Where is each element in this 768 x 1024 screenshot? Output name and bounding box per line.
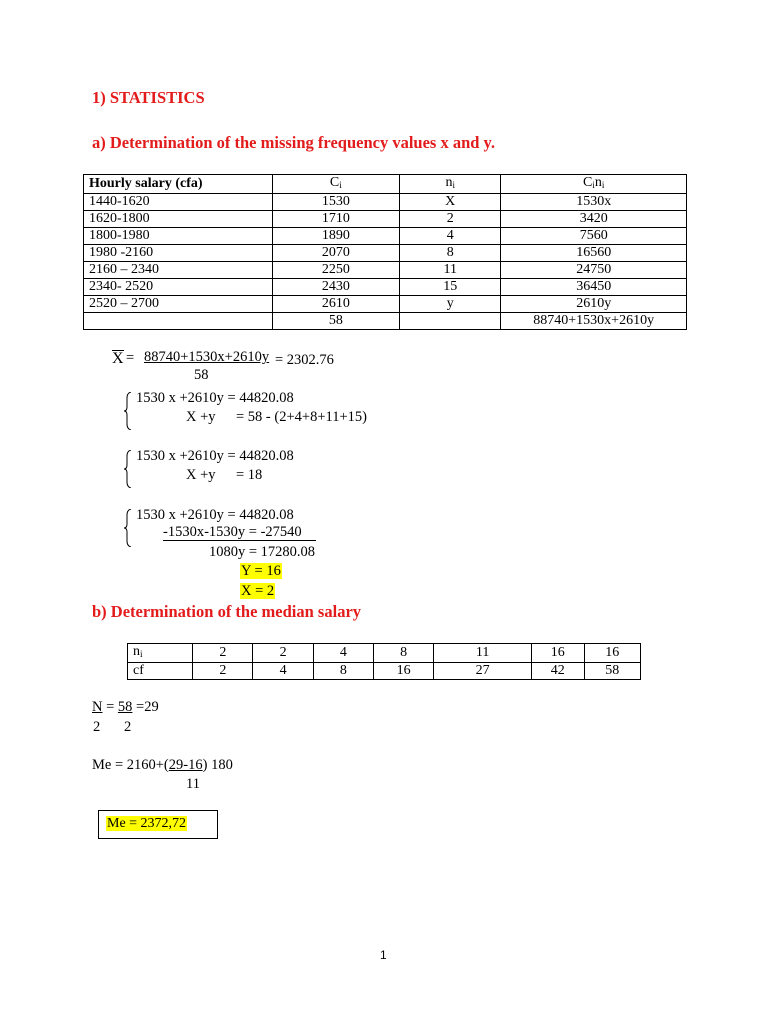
total-empty bbox=[400, 313, 501, 330]
total-product: 88740+1530x+2610y bbox=[501, 313, 687, 330]
left-brace-icon bbox=[124, 509, 132, 547]
header-hourly-salary: Hourly salary (cfa) bbox=[84, 175, 273, 194]
cumulative-cell: 27 bbox=[434, 663, 532, 680]
class-center: 2430 bbox=[272, 279, 399, 296]
median-formula bbox=[92, 757, 233, 774]
header-cini-sub2: i bbox=[601, 180, 605, 190]
header-ni-sub: i bbox=[452, 180, 455, 190]
table-row bbox=[84, 228, 687, 245]
n-half-eq: = bbox=[102, 699, 118, 715]
header-ci bbox=[272, 175, 399, 194]
product: 24750 bbox=[501, 262, 687, 279]
result-x: X = 2 bbox=[241, 583, 275, 599]
salary-class: 1800-1980 bbox=[84, 228, 273, 245]
class-center: 2610 bbox=[272, 296, 399, 313]
row-label-n: n bbox=[133, 644, 140, 659]
table-row bbox=[84, 279, 687, 296]
table-row bbox=[128, 644, 641, 663]
frequency: y bbox=[400, 296, 501, 313]
salary-class: 2520 – 2700 bbox=[84, 296, 273, 313]
mean-numerator: 88740+1530x+2610y bbox=[144, 349, 270, 365]
system1-line1: 1530 x +2610y = 44820.08 bbox=[136, 390, 294, 406]
page-title: 1) STATISTICS bbox=[92, 88, 205, 107]
salary-class: 1980 -2160 bbox=[84, 245, 273, 262]
mean-symbol: X bbox=[112, 350, 124, 367]
table-row bbox=[84, 262, 687, 279]
frequency: 2 bbox=[400, 211, 501, 228]
n-half-num: 58 bbox=[117, 699, 133, 715]
product: 2610y bbox=[501, 296, 687, 313]
class-center: 1710 bbox=[272, 211, 399, 228]
cumulative-frequency-table bbox=[127, 643, 641, 680]
class-center: 1530 bbox=[272, 194, 399, 211]
frequency-cell: 16 bbox=[532, 644, 584, 663]
median-suffix: ) 180 bbox=[202, 757, 233, 773]
frequency: 15 bbox=[400, 279, 501, 296]
system1-line2-lhs: X +y bbox=[186, 409, 216, 425]
n-half-line bbox=[92, 699, 159, 716]
product: 7560 bbox=[501, 228, 687, 245]
row-label-sub: i bbox=[140, 649, 143, 659]
salary-class: 2160 – 2340 bbox=[84, 262, 273, 279]
frequency-table bbox=[83, 174, 687, 330]
total-label bbox=[84, 313, 273, 330]
class-center: 2070 bbox=[272, 245, 399, 262]
system3-line2: -1530x-1530y = -27540 bbox=[163, 525, 316, 541]
mean-result: = 2302.76 bbox=[275, 352, 334, 368]
salary-class: 1440-1620 bbox=[84, 194, 273, 211]
table-row bbox=[84, 211, 687, 228]
header-ni-label: n bbox=[445, 175, 453, 190]
section-a-heading: a) Determination of the missing frequency values x and y. bbox=[92, 133, 496, 152]
system2-line2-rhs: = 18 bbox=[236, 467, 263, 483]
n-half-den1: 2 bbox=[93, 719, 101, 735]
header-ni bbox=[400, 175, 501, 194]
mean-equals: = bbox=[126, 350, 135, 366]
product: 36450 bbox=[501, 279, 687, 296]
frequency-cell: 2 bbox=[253, 644, 313, 663]
system3-line1: 1530 x +2610y = 44820.08 bbox=[136, 507, 294, 523]
n-half-den2: 2 bbox=[124, 719, 132, 735]
result-y: Y = 16 bbox=[241, 563, 281, 579]
header-cini bbox=[501, 175, 687, 194]
total-frequency: 58 bbox=[272, 313, 399, 330]
frequency: 8 bbox=[400, 245, 501, 262]
n-half-res: =29 bbox=[132, 699, 159, 715]
frequency-cell: 16 bbox=[584, 644, 641, 663]
table-row bbox=[84, 296, 687, 313]
frequency: 4 bbox=[400, 228, 501, 245]
left-brace-icon bbox=[124, 450, 132, 488]
table-row bbox=[128, 663, 641, 680]
cumulative-cell: 16 bbox=[373, 663, 433, 680]
salary-class: 1620-1800 bbox=[84, 211, 273, 228]
table-header-row bbox=[84, 175, 687, 194]
header-cini-c: C bbox=[583, 175, 593, 190]
median-denominator: 11 bbox=[186, 776, 200, 792]
header-cini-sub1: i bbox=[592, 180, 595, 190]
frequency-cell: 8 bbox=[373, 644, 433, 663]
median-result: Me = 2372,72 bbox=[107, 816, 187, 831]
system3-line3: 1080y = 17280.08 bbox=[209, 544, 316, 560]
header-ci-sub: i bbox=[339, 180, 342, 190]
frequency: 11 bbox=[400, 262, 501, 279]
frequency: X bbox=[400, 194, 501, 211]
frequency-cell: 11 bbox=[434, 644, 532, 663]
row-label-cf: cf bbox=[128, 663, 193, 680]
product: 1530x bbox=[501, 194, 687, 211]
table-row bbox=[84, 245, 687, 262]
cumulative-cell: 2 bbox=[193, 663, 253, 680]
median-paren: 29-16 bbox=[168, 757, 203, 773]
cumulative-cell: 58 bbox=[584, 663, 641, 680]
cumulative-cell: 42 bbox=[532, 663, 584, 680]
mean-denominator: 58 bbox=[194, 367, 209, 383]
median-prefix: Me = 2160+( bbox=[92, 757, 169, 773]
section-b-heading: b) Determination of the median salary bbox=[92, 602, 362, 621]
product: 3420 bbox=[501, 211, 687, 228]
class-center: 1890 bbox=[272, 228, 399, 245]
frequency-cell: 4 bbox=[313, 644, 373, 663]
salary-class: 2340- 2520 bbox=[84, 279, 273, 296]
header-ci-label: C bbox=[329, 175, 340, 190]
cumulative-cell: 4 bbox=[253, 663, 313, 680]
left-brace-icon bbox=[124, 392, 132, 430]
page-number: 1 bbox=[380, 948, 387, 962]
class-center: 2250 bbox=[272, 262, 399, 279]
table-total-row bbox=[84, 313, 687, 330]
product: 16560 bbox=[501, 245, 687, 262]
system2-line2-lhs: X +y bbox=[186, 467, 216, 483]
cumulative-cell: 8 bbox=[313, 663, 373, 680]
row-label-ni bbox=[128, 644, 193, 663]
median-result-box bbox=[98, 810, 218, 839]
system1-line2-rhs: = 58 - (2+4+8+11+15) bbox=[236, 409, 367, 425]
header-cini-n: n bbox=[594, 175, 602, 190]
n-half-n: N bbox=[92, 699, 103, 715]
frequency-cell: 2 bbox=[193, 644, 253, 663]
table-row bbox=[84, 194, 687, 211]
system2-line1: 1530 x +2610y = 44820.08 bbox=[136, 448, 294, 464]
